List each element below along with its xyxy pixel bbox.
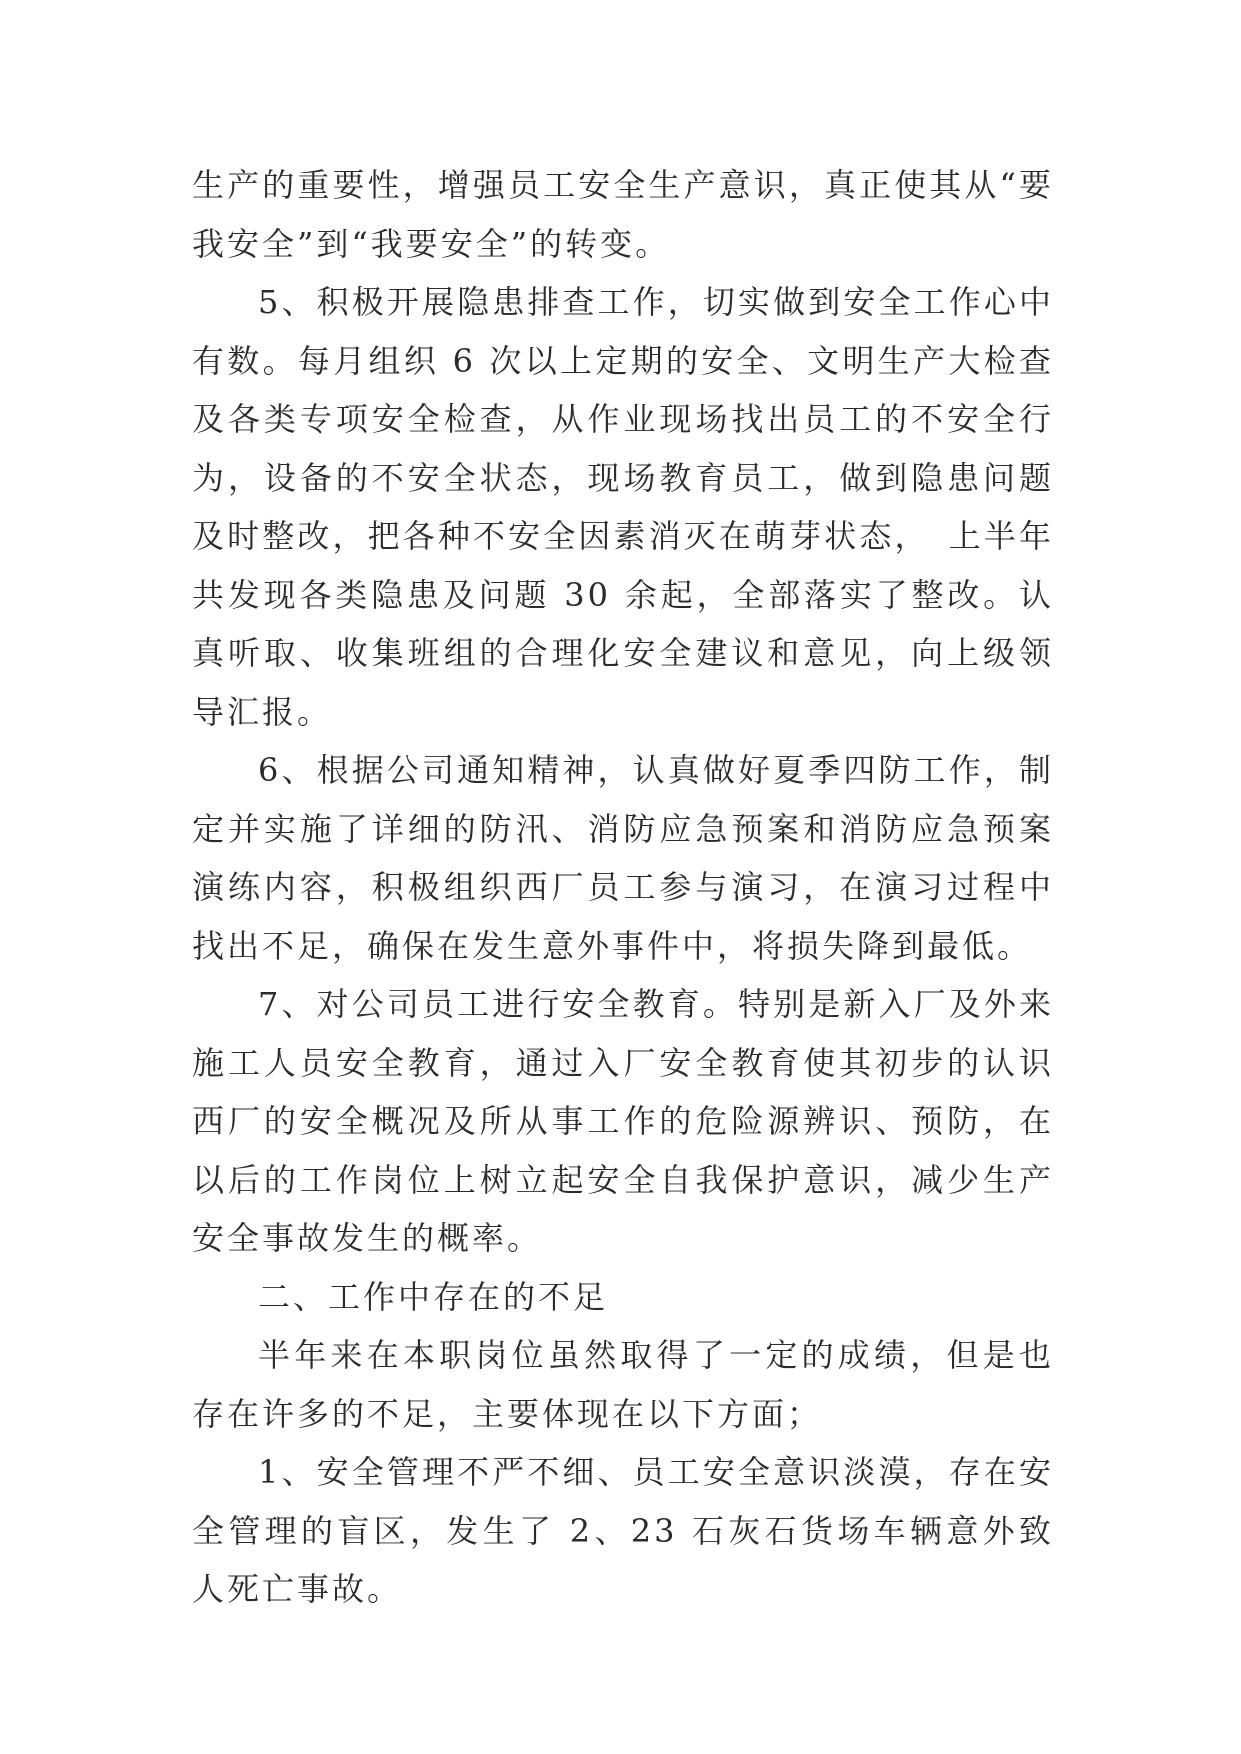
paragraph-shortcomings-intro: 半年来在本职岗位虽然取得了一定的成绩，但是也存在许多的不足，主要体现在以下方面；	[192, 1336, 1054, 1433]
paragraph-shortcoming-1: 1、安全管理不严不细、员工安全意识淡漠，存在安全管理的盲区，发生了 2、23 石灰石货场车辆意外致人死亡事故。	[192, 1453, 1054, 1608]
section-heading-shortcomings: 二、工作中存在的不足	[258, 1277, 609, 1316]
paragraph-item-7-safety-education: 7、对公司员工进行安全教育。特别是新入厂及外来施工人员安全教育，通过入厂安全教育使其初步的认识西厂的安全概况及所从事工作的危险源辨识、预防，在以后的工作岗位上树立起安全自我保护意识，减少生产安全事故发生的概率。	[192, 985, 1054, 1257]
paragraph-item-6-summer-prevention: 6、根据公司通知精神，认真做好夏季四防工作，制定并实施了详细的防汛、消防应急预案和消防应急预案演练内容，积极组织西厂员工参与演习，在演习过程中找出不足，确保在发生意外事件中，将损失降到最低。	[192, 751, 1054, 965]
document-body	[192, 156, 1054, 1619]
paragraph-safety-awareness-continued: 生产的重要性，增强员工安全生产意识，真正使其从“要我安全”到“我要安全”的转变。	[192, 166, 1054, 263]
paragraph-item-5-hazard-inspection: 5、积极开展隐患排查工作，切实做到安全工作心中有数。每月组织 6 次以上定期的安全、文明生产大检查及各类专项安全检查，从作业现场找出员工的不安全行为，设备的不安全状态，现场教育员工，做到隐患问题及时整改，把各种不安全因素消灭在萌芽状态， 上半年共发现各类隐患及问题 30 余起，全部落实了整改。认真听取、收集班组的合理化安全建议和意见，向上级领导汇报。	[192, 283, 1054, 731]
